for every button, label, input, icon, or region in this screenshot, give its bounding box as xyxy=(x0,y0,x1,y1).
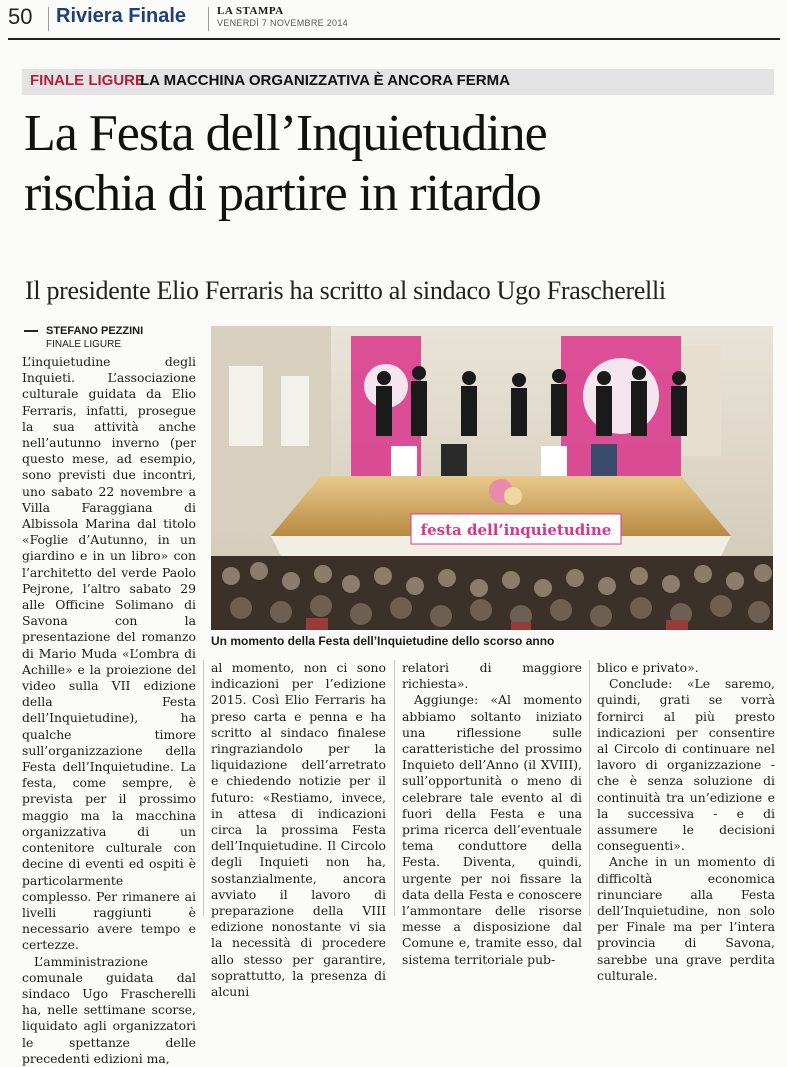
paragraph: blico e privato». xyxy=(597,660,699,675)
paragraph: relatori di maggiore richiesta». xyxy=(402,660,582,692)
article-photo xyxy=(211,326,773,630)
newspaper-name: LA STAMPA xyxy=(217,5,284,17)
section-title: Riviera Finale xyxy=(56,5,187,27)
masthead-divider xyxy=(48,7,49,31)
byline-location: FINALE LIGURE xyxy=(46,339,122,350)
photo-caption: Un momento della Festa dell’Inquietudine dello scorso anno xyxy=(211,634,555,648)
subheadline: Il presidente Elio Ferraris ha scritto al sindaco Ugo Frascherelli xyxy=(25,276,666,305)
kicker-location: FINALE LIGURE xyxy=(30,72,145,89)
article-column-2 xyxy=(211,660,386,1000)
paragraph: L’inquietudine degli Inquieti. L’associazione culturale guidata da Elio Ferraris, infatti, prosegue la sua attività anche nell’autunno inverno (per questo mese, ad esempio, sono previsti due incontri, uno sabato 22 novembre a Villa Faraggiana di Albissola Marina dal titolo «Foglie d’Autunno, in un giardino e in un libro» con l’architetto del verde Paolo Pejrone, l’altro sabato 29 alle Officine Solimano di Savona con la presentazione del romanzo di Mario Muda «L’ombra di Achille» e la proiezione del video sulla VII edizione della Festa dell’Inquietudine), ha qualche timore sull’organizzazione della Festa dell’Inquietudine. La festa, come sempre, è prevista per il prossimo maggio ma la macchina organizzativa di un contenitore culturale con decine di eventi ed ospiti è particolarmente complesso. Per rimanere ai livelli raggiunti è necessario avere tempo e certezze. xyxy=(22,354,196,953)
paragraph: L’amministrazione comunale guidata dal sindaco Ugo Frascherelli ha, nelle settimane scorse, liquidato agli organizzatori le spettanze delle precedenti edizioni ma, xyxy=(22,953,196,1066)
headline xyxy=(24,104,779,224)
byline-rule xyxy=(24,330,38,332)
article-column-3 xyxy=(402,660,582,968)
headline-line-1: La Festa dell’Inquietudine xyxy=(24,105,547,162)
column-divider xyxy=(589,660,590,916)
column-divider xyxy=(394,660,395,916)
byline-author: STEFANO PEZZINI xyxy=(46,325,144,337)
article-column-1 xyxy=(22,354,196,1067)
stage-illustration xyxy=(211,326,773,630)
stage-banner-text: festa dell’inquietudine xyxy=(420,521,612,539)
column-divider xyxy=(203,660,204,916)
paragraph: al momento, non ci sono indicazioni per l’edizione 2015. Così Elio Ferraris ha preso carta e penna e ha scritto al sindaco finalese ringraziandolo per la liquidazione dell’arretrato e chiedendo notizie per il futuro: «Restiamo, invece, in attesa di indicazioni circa la prossima Festa dell’Inquietudine. Il Circolo degli Inquieti non ha, sostanzialmente, ancora avviato il lavoro di preparazione della VIII edizione nonostante vi sia la necessità di procedere allo stesso per garantire, soprattutto, la presenza di alcuni xyxy=(211,660,386,1000)
issue-date: VENERDÌ 7 NOVEMBRE 2014 xyxy=(217,18,348,28)
page-number: 50 xyxy=(8,4,33,29)
paragraph: Aggiunge: «Al momento abbiamo soltanto iniziato una riflessione sulle caratteristiche del prossimo Inquieto dell’Anno (il XVIII), sull’opportunità o meno di celebrare tale evento al di fuori della Festa e una prima ricerca dell’eventuale tema conduttore della Festa. Diventa, quindi, urgente per noi fissare la data della Festa e conoscere l’ammontare delle risorse messe a disposizione dal Comune e, tramite esso, dal sistema territoriale pub- xyxy=(402,692,582,967)
masthead xyxy=(8,4,780,32)
masthead-divider xyxy=(208,7,209,31)
paragraph: Anche in un momento di difficoltà economica rinunciare alla Festa dell’Inquietudine, non solo per Finale ma per l’intera provincia di Savona, sarebbe una grave perdita culturale. xyxy=(597,854,775,983)
article-column-4 xyxy=(597,660,775,984)
paragraph: Conclude: «Le saremo, quindi, grati se vorrà fornirci al più presto indicazioni per consentire al Circolo di continuare nel lavoro di organizzazione - che è senza soluzione di continuità tra un’edizione e la successiva - e di assumere le decisioni conseguenti». xyxy=(597,676,775,854)
masthead-rule xyxy=(8,38,780,40)
kicker-text: LA MACCHINA ORGANIZZATIVA È ANCORA FERMA xyxy=(140,72,510,89)
headline-line-2: rischia di partire in ritardo xyxy=(24,165,541,222)
